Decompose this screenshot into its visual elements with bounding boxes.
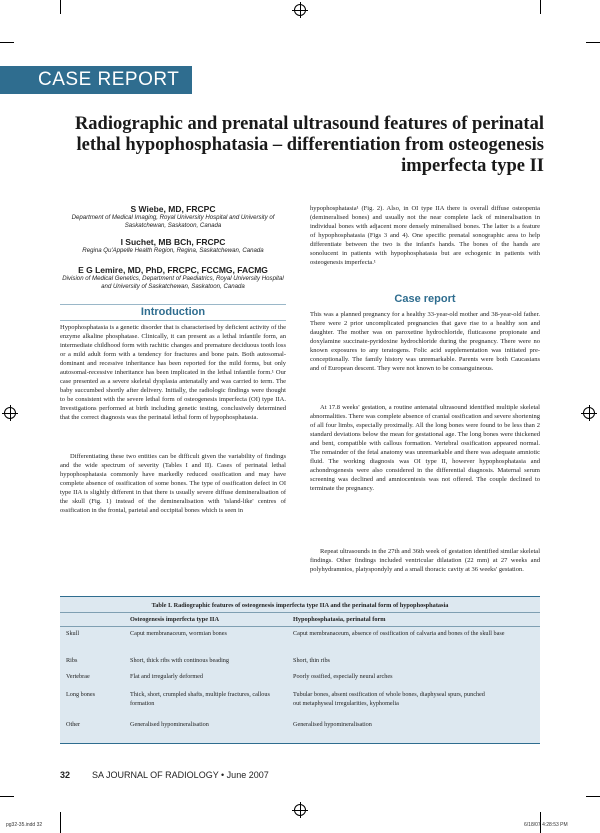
crop-mark [60, 812, 61, 833]
registration-mark-bottom [294, 804, 306, 816]
author-affiliation: Department of Medical Imaging, Royal University Hospital and University of Saskatchewan, Saskatoon, Canada [71, 214, 275, 229]
table-title: Table I. Radiographic features of osteogenesis imperfecta type IIA and the perinatal form of hypophosphatasia [151, 602, 449, 609]
crop-mark [540, 0, 541, 14]
table-row-label: Skull [66, 630, 80, 637]
author-affiliation: Regina Qu'Appelle Health Region, Regina, Saskatchewan, Canada [82, 247, 264, 254]
table-rule [60, 626, 540, 627]
case-report-paragraph [310, 403, 540, 493]
crop-mark [586, 42, 600, 43]
author-block [60, 265, 286, 291]
table-cell-oi: Caput membranaceum, wormian bones [130, 630, 227, 637]
introduction-paragraph [60, 452, 286, 515]
case-report-paragraph-text: Repeat ultrasounds in the 27th and 36th week of gestation identified similar skeletal findings. Other findings included ventricular dilatation (22 mm) at 27 weeks and polyhydramnios, platyspondyly and a small thoracic cavity at 36 weeks' gestation. [310, 548, 540, 573]
table-rule [60, 612, 540, 613]
registration-mark-left [4, 407, 16, 419]
table-row-label: Long bones [66, 691, 96, 698]
table-cell-hp: Generalised hypomineralisation [293, 721, 372, 728]
registration-mark-right [583, 407, 595, 419]
body-paragraph: hypophosphatasia¹ (Fig. 2). Also, in OI type IIA there is overall diffuse osteopenia (demineralised bones) and usually not the near complete lack of mineralisation in individual bones with adjacent more densely mineralised bones. The latter is a feature of hypophosphatasia (Figs 3 and 4). One specific prenatal sonographic area to help differentiate between the two is the infant's hands. The bones of the hands are sonolucent in patients with hypophosphatasia but are echogenic in patients with osteogenesis imperfecta.¹ [310, 205, 540, 266]
case-report-paragraph-text: At 17.8 weeks' gestation, a routine antenatal ultrasound identified multiple skeletal abnormalities. There was complete absence of cranial ossification and severe shortening of all four limbs, especially proximally. All the long bones were found to be less than 2 standard deviations below the mean for gestational age. The long bones were thickened and bent, compatible with callous formation. Vertebral ossification appeared normal. The remainder of the fetal anatomy was unremarkable and there was adequate amniotic fluid. The working diagnosis was OI type II, however hypophosphatasia and achondrogenesis were also considered in the differential diagnosis. Maternal serum screening was declined and amniocentesis was not offered. The couple declined to terminate the pregnancy. [310, 404, 540, 492]
table-row-label: Other [66, 721, 81, 728]
table-cell-oi: Generalised hypomineralisation [130, 721, 209, 728]
table-row-label: Vertebrae [66, 673, 90, 680]
table-header-oi: Osteogenesis imperfecta type IIA [130, 616, 220, 623]
author-block [60, 237, 286, 255]
table-header-hp: Hypophosphatasia, perinatal form [293, 616, 386, 623]
table-cell-hp: Short, thin ribs [293, 657, 330, 664]
crop-mark [0, 42, 14, 43]
crop-mark [0, 796, 14, 797]
print-slug-right: 6/18/07 4:28:53 PM [524, 822, 568, 828]
crop-mark [586, 796, 600, 797]
registration-mark-top [294, 4, 306, 16]
section-rule [60, 320, 286, 321]
author-name: S Wiebe, MD, FRCPC [130, 204, 216, 214]
table-cell-oi: Thick, short, crumpled shafts, multiple fractures, callous formation [130, 691, 270, 707]
introduction-paragraph-text: Differentiating these two entities can be difficult given the variability of findings and the wide spectrum of severity (Tables I and II). Cases of perinatal lethal hypophosphatasia commonly have markedly reduced ossification and may have complete absence of ossification of some bones. The type of ossification defect in OI type IIA is slightly different in that there is usually severe diffuse demineralisation of the skull (Fig. 1) instead of the demineralisation with 'island-like' centres of ossification in the frontal, parietal and occipital bones which is seen in [60, 453, 286, 514]
author-name: I Suchet, MB BCh, FRCPC [120, 237, 226, 247]
journal-footer: SA JOURNAL OF RADIOLOGY • June 2007 [92, 770, 269, 780]
table-cell-hp: Tubular bones, absent ossification of whole bones, diaphyseal spurs, punched out metaphyseal irregularities, kyphomelia [293, 691, 485, 707]
author-affiliation: Division of Medical Genetics, Department of Paediatrics, Royal University Hospital and University of Saskatchewan, Saskatoon, Canada [62, 275, 284, 290]
print-slug-left: pg32-35.indd 32 [6, 822, 43, 828]
introduction-paragraph: Hypophosphatasia is a genetic disorder that is characterised by deficient activity of the enzyme alkaline phosphatase. Clinically, it can present as a lethal infantile form, an intermediate childhood form with rachitic changes and premature deciduous tooth loss or a mild adult form with a tendency for fractures and bone pain. Both autosomal-dominant and recessive inheritance has been reported for the mild forms, but only autosomal-recessive inheritance has been implicated in the lethal infantile form.¹ Our case presented as a severe skeletal dysplasia antenatally and was carried to term. The baby succumbed shortly after delivery. Initially, the radiologic findings were thought to be consistent with the severe lethal form of osteogenesis imperfecta (OI) type IIA. Investigations performed at birth including genetic testing, conclusively determined that the correct diagnosis was the perinatal lethal form of hypophosphatasia. [60, 324, 286, 421]
banner-label: CASE REPORT [38, 69, 180, 90]
case-report-paragraph [310, 547, 540, 574]
crop-mark [60, 0, 61, 14]
article-title: Radiographic and prenatal ultrasound features of perinatal lethal hypophosphatasia – differentiation from osteogenesis imperfecta type II [74, 114, 544, 176]
author-name: E G Lemire, MD, PhD, FRCPC, FCCMG, FACMG [78, 265, 268, 275]
table-row-label: Ribs [66, 657, 78, 664]
case-report-paragraph: This was a planned pregnancy for a healthy 33-year-old mother and 38-year-old father. There were 2 prior uncomplicated pregnancies that gave rise to a healthy son and daughter. The mother was on paroxetine hydrochloride, fluticasone propionate and doxylamine succinate-pyridoxine hydrochloride during the pregnancy. There were no known exposures to any teratogens. Folic acid supplementation was initiated pre-conceptionally. The family history was unremarkable. Parents were both Caucasians and of European descent. They were not known to be consanguineous. [310, 311, 540, 372]
case-report-heading: Case report [394, 293, 456, 305]
table-cell-oi: Short, thick ribs with continous beading [130, 657, 229, 664]
table-cell-oi: Flat and irregularly deformed [130, 673, 204, 680]
page-number: 32 [60, 770, 71, 780]
table-cell-hp: Poorly ossified, especially neural arches [293, 673, 393, 680]
table-cell-hp: Caput membranaceum, absence of ossification of calvaria and bones of the skull base [293, 630, 505, 637]
introduction-heading: Introduction [140, 306, 206, 318]
author-block [60, 204, 286, 230]
